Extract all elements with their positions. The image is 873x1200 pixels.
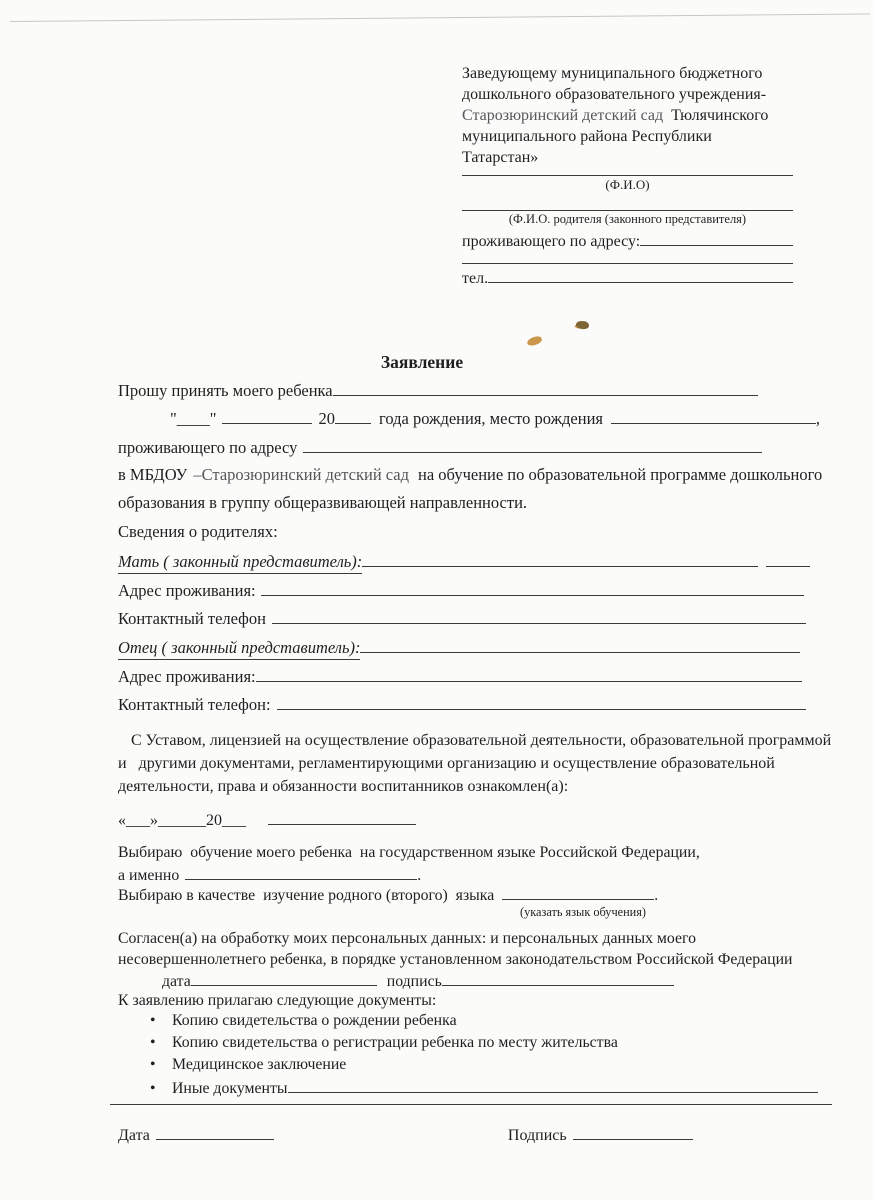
father-name-blank [360, 636, 800, 653]
phone-blank [488, 267, 793, 283]
mother-address-row [118, 579, 830, 608]
attachment-text: Копию свидетельства о рождении ребенка [172, 1012, 457, 1029]
familiarization-date-prefix: «___»______20___ [118, 812, 246, 830]
parent-fio-caption: (Ф.И.О. родителя (законного представителя) [508, 212, 747, 226]
child-address-label: проживающего по адресу [118, 437, 298, 457]
other-documents-extra-blank-line [110, 1104, 832, 1105]
program-text: образования в группу общеразвивающей направленности. [118, 493, 528, 513]
addressee-line: Заведующему муниципального бюджетного [462, 65, 763, 82]
footer-date-label: Дата [118, 1127, 150, 1145]
birth-day-quote: "____" [170, 409, 217, 429]
consent-sign-label: подпись [386, 973, 442, 990]
mother-address-label: Адрес проживания: [118, 580, 256, 600]
accept-child-label: Прошу принять моего ребенка [118, 380, 333, 400]
second-language-blank [502, 884, 654, 900]
consent-section [118, 929, 834, 1105]
mother-phone-blank [272, 608, 806, 625]
stain-mark [526, 335, 542, 346]
father-address-blank [256, 665, 802, 682]
mother-row [118, 551, 830, 580]
addressee-line [462, 105, 793, 126]
addressee-line: Татарстан» [462, 149, 539, 166]
document-title: Заявление [380, 352, 464, 372]
mother-name-blank [362, 551, 758, 568]
language-caption: (указать язык обучения) [520, 904, 647, 919]
organization-name: Старозюринский детский сад [462, 107, 664, 124]
footer-sign-blank [573, 1124, 693, 1140]
mbdou-row [118, 465, 830, 494]
residing-address-label: проживающего по адресу: [462, 233, 641, 251]
other-documents-blank [288, 1077, 819, 1093]
child-address-row [118, 436, 830, 465]
birth-year-blank [335, 408, 371, 425]
child-address-blank [303, 436, 762, 453]
attachment-text: Иные документы [172, 1080, 288, 1097]
consent-line2: несовершеннолетнего ребенка, в порядке установленном законодательством Российской Федерации [118, 950, 793, 968]
birth-month-blank [222, 408, 312, 425]
birth-place-blank [611, 408, 816, 425]
parents-heading: Сведения о родителях: [118, 521, 278, 541]
consent-date-label: дата [162, 973, 191, 990]
father-row [118, 636, 830, 665]
stain-mark [576, 320, 590, 330]
attachment-text: Медицинское заключение [172, 1056, 347, 1073]
addressee-line: муниципального района Республики [462, 128, 712, 145]
language-line2 [118, 864, 834, 885]
familiarization-section [118, 729, 834, 832]
attachment-item [118, 1011, 834, 1033]
residing-address-blank [640, 230, 793, 246]
footer-section [118, 1124, 830, 1145]
footer-date-blank [156, 1124, 274, 1140]
addressee-line-rest: Тюлячинского [663, 107, 769, 124]
bullet-icon: • [150, 1080, 156, 1097]
father-address-row [118, 665, 830, 694]
mother-name-blank-segment [766, 551, 810, 568]
mother-label: Мать ( законный представитель): [118, 552, 362, 574]
child-name-blank [333, 379, 758, 396]
comma-text: , [815, 409, 820, 429]
request-section [118, 379, 830, 722]
birth-place-label: года рождения, место рождения [378, 409, 603, 429]
father-label: Отец ( законный представитель): [118, 638, 360, 660]
father-phone-label: Контактный телефон: [118, 695, 271, 715]
consent-date-row [118, 970, 834, 991]
bullet-icon: • [150, 1056, 156, 1073]
mother-address-blank [261, 579, 804, 596]
consent-sign-blank [442, 970, 674, 986]
consent-line1: Согласен(а) на обработку моих персональных данных: и персональных данных моего [118, 930, 697, 947]
familiarization-paragraph: С Уставом, лицензией на осуществление образовательной деятельности, образовательной программой и другими документами, регламентирующими организацию и осуществление образовательной деятельности, права и обязанности воспитанников ознакомлен(а): [118, 732, 836, 795]
attachment-text: Копию свидетельства о регистрации ребенка по месту жительства [172, 1034, 618, 1051]
address-extra-blank-line [462, 263, 793, 264]
father-address-label: Адрес проживания: [118, 666, 256, 686]
attachments-heading: К заявлению прилагаю следующие документы: [118, 991, 437, 1009]
addressee-line: дошкольного образовательного учреждения- [462, 86, 767, 103]
mbdou-organization-name: –Старозюринский детский сад [193, 464, 410, 484]
phone-label: тел. [462, 270, 489, 288]
period-text: . [417, 866, 422, 884]
program-row [118, 493, 830, 522]
scanner-artifact-line [10, 13, 870, 22]
period-text: . [654, 887, 659, 904]
language-section [118, 843, 834, 919]
mbdou-rest: на обучение по образовательной программе дошкольного [418, 464, 823, 484]
attachment-item [118, 1055, 834, 1077]
language-line2-label: а именно [118, 866, 180, 884]
mother-phone-row [118, 608, 830, 637]
familiarization-date-row [118, 809, 834, 832]
attachment-item [118, 1033, 834, 1055]
language-line3 [118, 884, 834, 905]
familiarization-signature-blank [268, 809, 416, 825]
consent-date-blank [191, 970, 377, 986]
mother-phone-label: Контактный телефон [118, 609, 266, 629]
fio-caption: (Ф.И.О) [605, 177, 650, 192]
father-phone-blank [277, 694, 806, 711]
language-line3-label: Выбираю в качестве изучение родного (второго) языка [118, 887, 495, 904]
parents-heading-row [118, 522, 830, 551]
addressee-block [462, 63, 793, 289]
attachment-item [118, 1077, 834, 1099]
accept-child-row [118, 379, 830, 408]
footer-sign-label: Подпись [507, 1127, 567, 1145]
language-name-blank [185, 864, 417, 880]
language-line1 [118, 843, 834, 864]
mbdou-prefix: в МБДОУ [118, 464, 188, 484]
language-line1-text: Выбираю обучение моего ребенка на государственном языке Российской Федерации, [118, 844, 700, 861]
father-phone-row [118, 694, 830, 723]
birth-year-prefix: 20 [318, 409, 335, 429]
bullet-icon: • [150, 1012, 156, 1029]
bullet-icon: • [150, 1034, 156, 1051]
birth-date-row [118, 408, 830, 437]
